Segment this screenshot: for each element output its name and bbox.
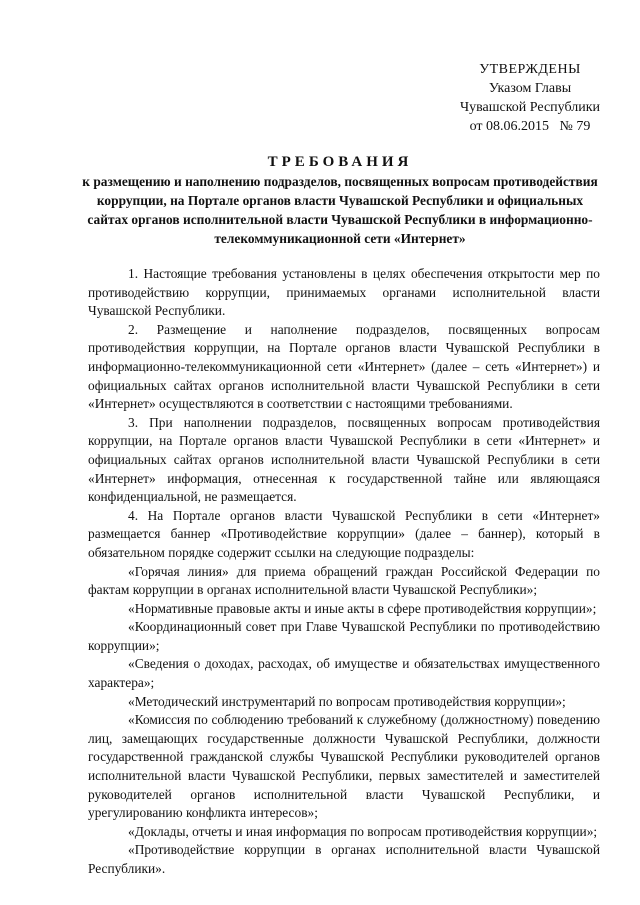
document-body <box>88 265 600 879</box>
approval-date-number: от 08.06.2015 № 79 <box>469 119 591 134</box>
list-item-commission: «Комиссия по соблюдению требований к служебному (должностному) поведению лиц, замещающих государственные должности Чувашской Республики, должности государственной гражданской службы Чувашской Республики руководителей органов исполнительной власти Чувашской Республики, первых заместителей и заместителей руководителей органов исполнительной власти Чувашской Республики, и урегулированию конфликта интересов»; <box>88 712 600 821</box>
paragraph-4: 4. На Портале органов власти Чувашской Республики в сети «Интернет» размещается баннер «Противодействие коррупции» (далее – баннер), который в обязательном порядке содержит ссылки на следующие подразделы: <box>88 507 600 560</box>
list-item-reports: «Доклады, отчеты и иная информация по вопросам противодействия коррупции»; <box>128 823 598 839</box>
list-item-hotline: «Горячая линия» для приема обращений граждан Российской Федерации по фактам коррупции в органах исполнительной власти Чувашской Республики»; <box>88 563 600 598</box>
document-subtitle: к размещению и наполнению подразделов, посвященных вопросам противодействия коррупции, на Портале органов власти Чувашской Республики и официальных сайтах органов исполнительной власти Чувашской Республики в информационно-телекоммуникационной сети «Интернет» <box>82 174 598 246</box>
paragraph-2: 2. Размещение и наполнение подразделов, посвященных вопросам противодействия коррупции, на Портале органов власти Чувашской Республики в информационно-телекоммуникационной сети «Интернет» (далее – сеть «Интернет») и официальных сайтах органов исполнительной власти Чувашской Республики в сети «Интернет» осуществляются в соответствии с настоящими требованиями. <box>88 321 600 412</box>
document-title: ТРЕБОВАНИЯ <box>267 154 413 170</box>
approval-title: УТВЕРЖДЕНЫ <box>479 62 581 77</box>
list-item-legal-acts: «Нормативные правовые акты и иные акты в сфере противодействия коррупции»; <box>128 600 597 616</box>
list-item-income-info: «Сведения о доходах, расходах, об имуществе и обязательствах имущественного характера»; <box>88 656 600 691</box>
list-item-methodical-tools: «Методический инструментарий по вопросам противодействия коррупции»; <box>128 693 566 709</box>
list-item-anticorruption-bodies: «Противодействие коррупции в органах исполнительной власти Чувашской Республики». <box>88 842 600 876</box>
approval-block <box>455 60 605 136</box>
paragraph-3: 3. При наполнении подразделов, посвященных вопросам противодействия коррупции, на Портале органов власти Чувашской Республики в сети «Интернет» и официальных сайтах органов исполнительной власти Чувашской Республики в сети «Интернет» информация, отнесенная к государственной тайне или являющаяся конфиденциальной, не размещается. <box>88 414 600 505</box>
approval-region: Чувашской Республики <box>459 100 601 115</box>
list-item-coordination-council: «Координационный совет при Главе Чувашской Республики по противодействию коррупции»; <box>88 619 600 653</box>
paragraph-1: 1. Настоящие требования установлены в целях обеспечения открытости мер по противодействию коррупции, принимаемых органами исполнительной власти Чувашской Республики. <box>88 266 600 319</box>
approval-authority: Указом Главы <box>488 81 572 96</box>
